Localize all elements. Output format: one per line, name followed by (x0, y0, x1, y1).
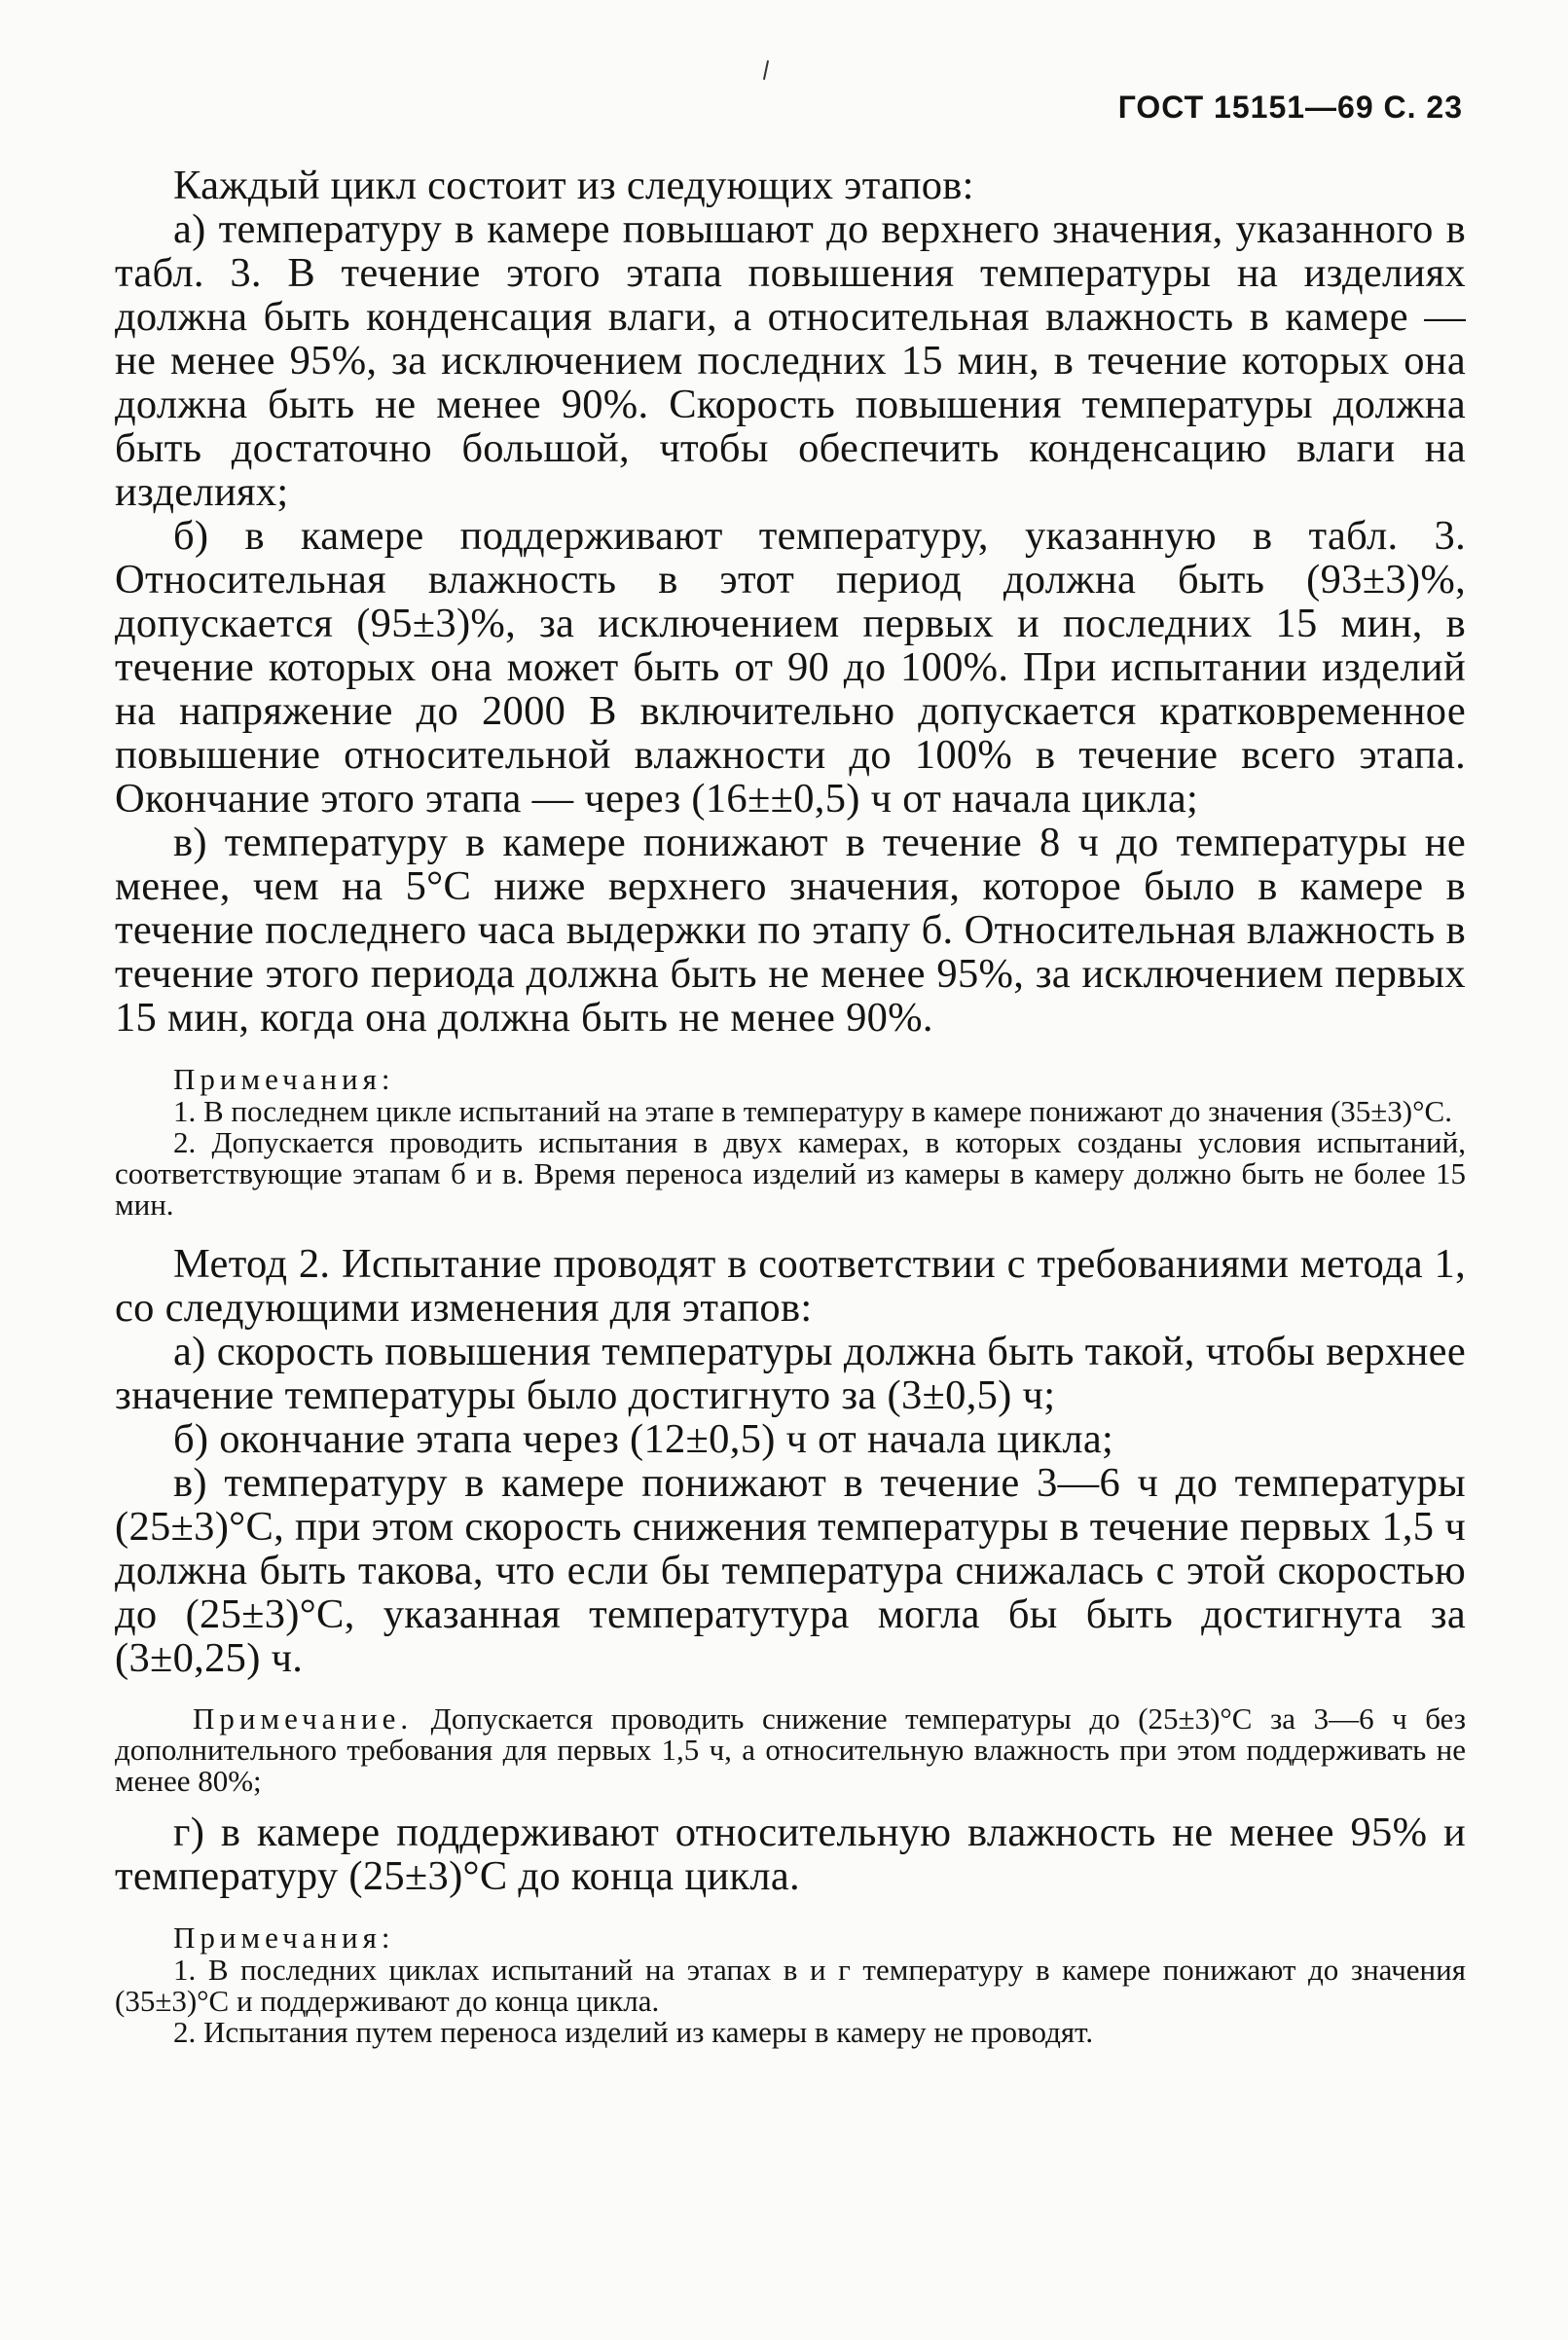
single-note-label: Примечание. (193, 1701, 414, 1736)
method-2-step-v: в) температуру в камере понижают в течение 3—6 ч до температуры (25±3)°С, при этом скорость снижения температуры в течение первых 1,5 ч должна быть такова, что если бы температура снижалась с этой скоростью до (25±3)°С, указанная температутура могла бы быть достигнута за (3±0,25) ч. (115, 1460, 1466, 1681)
step-a-paragraph: а) температуру в камере повышают до верхнего значения, указанного в табл. 3. В течение этого этапа повышения температуры на изделиях должна быть конденсация влаги, а относительная влажность в камере — не менее 95%, за исключением последних 15 мин, в течение которых она должна быть не менее 90%. Скорость повышения температуры должна быть достаточно большой, чтобы обеспечить конденсацию влаги на изделиях; (115, 206, 1466, 515)
method-2-step-a: а) скорость повышения температуры должна быть такой, чтобы верхнее значение температуры было достигнуто за (3±0,5) ч; (115, 1329, 1466, 1418)
note-item: 2. Испытания путем переноса изделий из камеры в камеру не проводят. (173, 2015, 1094, 2049)
step-g-paragraph: г) в камере поддерживают относительную влажность не менее 95% и температуру (25±3)°С до конца цикла. (115, 1810, 1466, 1899)
single-note-text: Допускается проводить снижение температуры до (25±3)°С за 3—6 ч без дополнительного требования для первых 1,5 ч, а относительную влажность при этом поддерживать не менее 80%; (115, 1701, 1466, 1798)
notes-title: Примечания: (173, 1062, 395, 1096)
note-item: 2. Допускается проводить испытания в двух камерах, в которых созданы условия испытаний, соответствующие этапам б и в. Время переноса изделий из камеры в камеру должно быть не более 15 мин. (115, 1125, 1466, 1222)
step-v-paragraph: в) температуру в камере понижают в течение 8 ч до температуры не менее, чем на 5°С ниже верхнего значения, которое было в камере в течение последнего часа выдержки по этапу б. Относительная влажность в течение этого периода должна быть не менее 95%, за исключением первых 15 мин, когда она должна быть не менее 90%. (115, 820, 1466, 1041)
note-item: 1. В последних циклах испытаний на этапах в и г температуру в камере понижают до значения (35±3)°С и поддерживают до конца цикла. (115, 1953, 1466, 2018)
method-2-step-b: б) окончание этапа через (12±0,5) ч от начала цикла; (173, 1416, 1114, 1462)
step-b-paragraph: б) в камере поддерживают температуру, указанную в табл. 3. Относительная влажность в этот период должна быть (93±3)%, допускается (95±3)%, за исключением первых и последних 15 мин, в течение которых она может быть от 90 до 100%. При испытании изделий на напряжение до 2000 В включительно допускается кратковременное повышение относительной влажности до 100% в течение всего этапа. Окончание этого этапа — через (16±±0,5) ч от начала цикла; (115, 513, 1466, 822)
cycle-intro: Каждый цикл состоит из следующих этапов: (173, 163, 974, 208)
page-header: ГОСТ 15151—69 С. 23 (1117, 90, 1463, 125)
method-2-intro: Метод 2. Испытание проводят в соответствии с требованиями метода 1, со следующими изменения для этапов: (115, 1241, 1466, 1331)
page-content (115, 164, 1466, 2048)
notes-title: Примечания: (173, 1920, 395, 1955)
scan-mark (763, 60, 769, 80)
note-item: 1. В последнем цикле испытаний на этапе в температуру в камере понижают до значения (35±3)°С. (173, 1094, 1452, 1128)
single-note (115, 1703, 1466, 1797)
